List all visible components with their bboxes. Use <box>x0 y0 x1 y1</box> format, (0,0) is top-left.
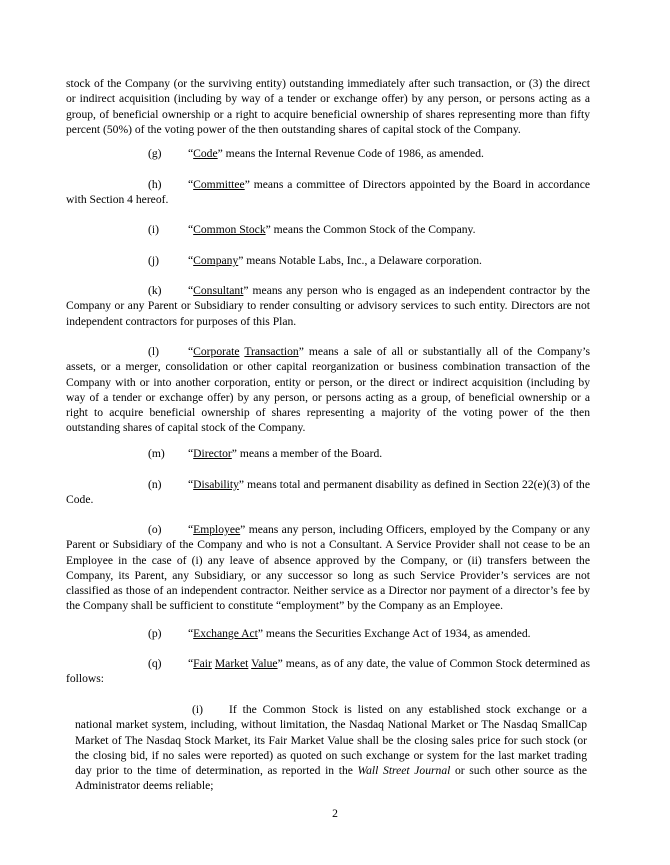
intro-paragraph: stock of the Company (or the surviving entity) outstanding immediately after such transaction, or (3) the direct or indirect acquisition (including by way of a tender or exchange offer) by any person, or persons acting as a group, of beneficial ownership or a right to acquire beneficial ownership of shares representing more than fifty percent (50%) of the voting power of the then outstanding shares of capital stock of the Company. <box>66 77 590 136</box>
definition-label: (g) <box>148 147 162 160</box>
definition-text: ” means total and permanent disability as defined in Section 22(e)(3) of the Code. <box>66 478 590 507</box>
definition-h <box>66 177 590 208</box>
open-quote: “ <box>188 627 194 640</box>
defined-term: Value <box>251 657 278 670</box>
defined-term: Fair <box>193 657 212 670</box>
definition-label: (h) <box>148 178 162 191</box>
defined-term: Code <box>193 147 218 160</box>
definition-text: ” means a member of the Board. <box>231 447 383 460</box>
definition-label: (p) <box>148 627 162 640</box>
defined-term: Employee <box>193 523 241 536</box>
defined-term: Director <box>193 447 232 460</box>
open-quote: “ <box>188 478 194 491</box>
definition-label: (n) <box>148 478 162 491</box>
defined-term: Committee <box>193 178 245 191</box>
definition-p <box>66 626 590 641</box>
definition-i <box>66 222 590 237</box>
definition-text: ” means, as of any date, the value of Common Stock determined as follows: <box>66 657 590 686</box>
open-quote: “ <box>188 523 194 536</box>
definition-text: ” means the Internal Revenue Code of 1986, as amended. <box>217 147 484 160</box>
defined-term: Market <box>214 657 249 670</box>
open-quote: “ <box>188 178 194 191</box>
publication-name: Wall Street Journal <box>357 764 451 778</box>
definition-label: (o) <box>148 523 162 536</box>
definition-label: (l) <box>148 345 159 358</box>
definition-text: ” means any person who is engaged as an independent contractor by the Company or any Parent or Subsidiary to render consulting or advisory services to such entity. Directors are not independent contractors for purposes of this Plan. <box>66 284 590 328</box>
definition-n <box>66 477 590 508</box>
definition-text: ” means Notable Labs, Inc., a Delaware corporation. <box>238 254 482 267</box>
definition-label: (m) <box>148 447 165 460</box>
definition-text: ” means any person, including Officers, employed by the Company or any Parent or Subsidiary of the Company and who is not a Consultant. A Service Provider shall not cease to be an Employee in the case of (i) any leave of absence approved by the Company, or (ii) transfers between the Company, its Parent, any Subsidiary, or any successor so long as such Service Provider’s services are not classified as those of an independent contractor. Neither service as a Director nor payment of a director’s fee by the Company shall be sufficient to constitute “employment” by the Company as an Employee. <box>66 523 590 613</box>
defined-term: Consultant <box>193 284 244 297</box>
definition-g <box>66 146 590 161</box>
defined-term: Exchange Act <box>193 627 258 640</box>
definition-text: ” means the Securities Exchange Act of 1934, as amended. <box>257 627 531 640</box>
definition-m <box>66 446 590 461</box>
defined-term: Common Stock <box>193 223 266 236</box>
subparagraph-text: If the Common Stock is listed on any established stock exchange or a national market system, including, without limitation, the Nasdaq National Market or The Nasdaq SmallCap Market of The Nasdaq Stock Market, its Fair Market Value shall be the closing sales price for such stock (or the closing bid, if no sales were reported) as quoted on such exchange or system for the last market trading day prior to the time of determination, as reported in the <box>75 703 587 778</box>
definition-label: (j) <box>148 254 159 267</box>
open-quote: “ <box>188 447 194 460</box>
subparagraph-text-end: or such other source as the Administrator deems reliable; <box>75 764 588 793</box>
definition-label: (i) <box>148 223 159 236</box>
definition-o <box>66 522 590 614</box>
page-number: 2 <box>332 807 338 820</box>
open-quote: “ <box>188 657 194 670</box>
definition-label: (k) <box>148 284 162 297</box>
subparagraph-label: (i) <box>192 703 203 716</box>
defined-term: Transaction <box>244 345 299 358</box>
open-quote: “ <box>188 345 194 358</box>
definition-k <box>66 283 590 329</box>
open-quote: “ <box>188 284 194 297</box>
open-quote: “ <box>188 254 194 267</box>
open-quote: “ <box>188 223 194 236</box>
defined-term: Disability <box>193 478 239 491</box>
definition-text: ” means a committee of Directors appointed by the Board in accordance with Section 4 hereof. <box>66 178 590 207</box>
definition-q <box>66 656 590 687</box>
definition-j <box>66 253 590 268</box>
definition-text: ” means a sale of all or substantially all of the Company’s assets, or a merger, consolidation or other capital reorganization or business combination transaction of the Company with or into another corporation, entity or person, or the direct or indirect acquisition (including by way of a tender or exchange offer) by any person, or persons acting as a group, of beneficial ownership or a right to acquire beneficial ownership of shares representing a majority of the voting power of the then outstanding shares of capital stock of the Company. <box>66 345 590 435</box>
open-quote: “ <box>188 147 194 160</box>
subparagraph-i <box>75 702 587 794</box>
defined-term: Company <box>193 254 239 267</box>
definition-text: ” means the Common Stock of the Company. <box>265 223 476 236</box>
defined-term: Corporate <box>193 345 240 358</box>
definition-label: (q) <box>148 657 162 670</box>
definition-l <box>66 344 590 436</box>
